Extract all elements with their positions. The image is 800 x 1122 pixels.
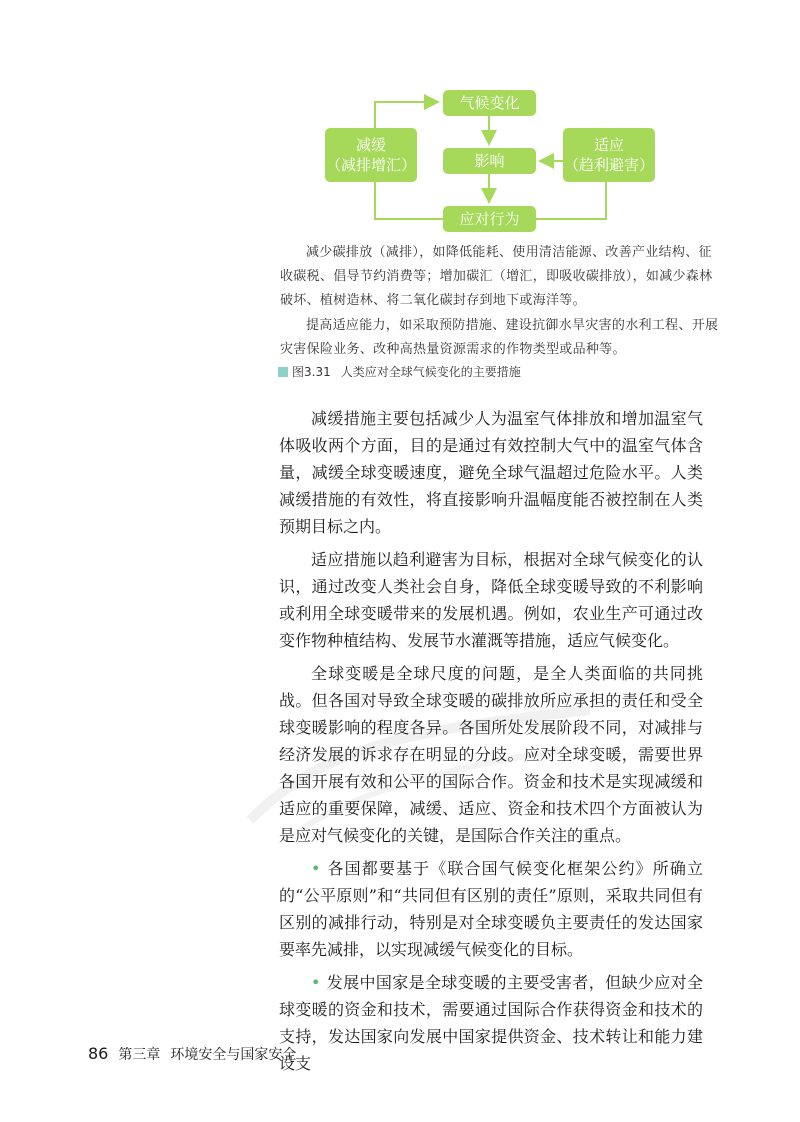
bullet-icon: •	[311, 859, 321, 878]
line-mitigation-to-climate	[375, 102, 436, 128]
mitigation-caption: 减少碳排放（减排），如降低能耗、使用清洁能源、改善产业结构、征收碳税、倡导节约消费等；增加碳汇（增汇，即吸收碳排放），如减少森林破坏、植树造林、将二氧化碳封存到地下或海洋等。	[280, 245, 713, 308]
response-action-label: 应对行为	[459, 210, 520, 228]
mitigation-box	[325, 128, 417, 182]
figure-number: 图3.31	[292, 365, 331, 379]
climate-change-box	[443, 90, 536, 116]
adaptation-subtitle: （趋利避害）	[563, 156, 654, 174]
measures-diagram	[0, 0, 800, 240]
bullet-item-principles	[279, 855, 703, 963]
chapter-number: 第三章	[118, 1047, 161, 1063]
chapter-title: 环境安全与国家安全	[170, 1047, 297, 1063]
adaptation-caption: 提高适应能力，如采取预防措施、建设抗御水旱灾害的水利工程、开展灾害保险业务、改种高热量资源需求的作物类型或品种等。	[280, 318, 719, 357]
mitigation-subtitle: （减排增汇）	[325, 156, 416, 174]
bullet-text-developing: 发展中国家是全球变暖的主要受害者，但缺少应对全球变暖的资金和技术，需要通过国际合作获得资金和技术的支持，发达国家向发展中国家提供资金、技术转让和能力建设支	[279, 973, 703, 1073]
paragraph-global-warming: 全球变暖是全球尺度的问题，是全人类面临的共同挑战。但各国对导致全球变暖的碳排放所应承担的责任和受全球变暖影响的程度各异。各国所处发展阶段不同，对减排与经济发展的诉求存在明显的分歧。应对全球变暖，需要世界各国开展有效和公平的国际合作。资金和技术是实现减缓和适应的重要保障，减缓、适应、资金和技术四个方面被认为是应对气候变化的关键，是国际合作关注的重点。	[279, 664, 703, 845]
bullet-text-principles: 各国都要基于《联合国气候变化框架公约》所确立的“公平原则”和“共同但有区别的责任”原则，采取共同但有区别的减排行动，特别是对全球变暖负主要责任的发达国家要率先减排，以实现减缓气候变化的目标。	[279, 859, 703, 959]
adaptation-title: 适应	[593, 136, 624, 154]
paragraph-mitigation: 减缓措施主要包括减少人为温室气体排放和增加温室气体吸收两个方面，目的是通过有效控制大气中的温室气体含量，减缓全球变暖速度，避免全球气温超过危险水平。人类减缓措施的有效性，将直接影响升温幅度能否被控制在人类预期目标之内。	[279, 409, 703, 536]
impact-label: 影响	[474, 152, 505, 170]
paragraph-adaptation: 适应措施以趋利避害为目标，根据对全球气候变化的认识，通过改变人类社会自身，降低全球变暖导致的不利影响或利用全球变暖带来的发展机遇。例如，农业生产可通过改变作物种植结构、发展节水灌溉等措施，适应气候变化。	[279, 550, 703, 650]
figure-caption	[278, 363, 521, 380]
page-number: 86	[88, 1044, 109, 1063]
climate-change-label: 气候变化	[459, 94, 520, 112]
bullet-icon: •	[311, 973, 321, 992]
impact-box	[443, 148, 536, 174]
diagram-connectors	[0, 0, 800, 240]
mitigation-title: 减缓	[355, 136, 386, 154]
figure-title: 人类应对全球气候变化的主要措施	[340, 365, 521, 379]
line-action-to-adaptation	[536, 182, 606, 219]
page-footer	[88, 1044, 296, 1064]
figure-marker	[278, 367, 288, 377]
adaptation-box	[563, 128, 655, 182]
line-action-to-mitigation	[375, 182, 443, 219]
body-content	[279, 405, 703, 1083]
response-action-box	[443, 206, 536, 232]
bullet-item-developing	[279, 969, 703, 1077]
